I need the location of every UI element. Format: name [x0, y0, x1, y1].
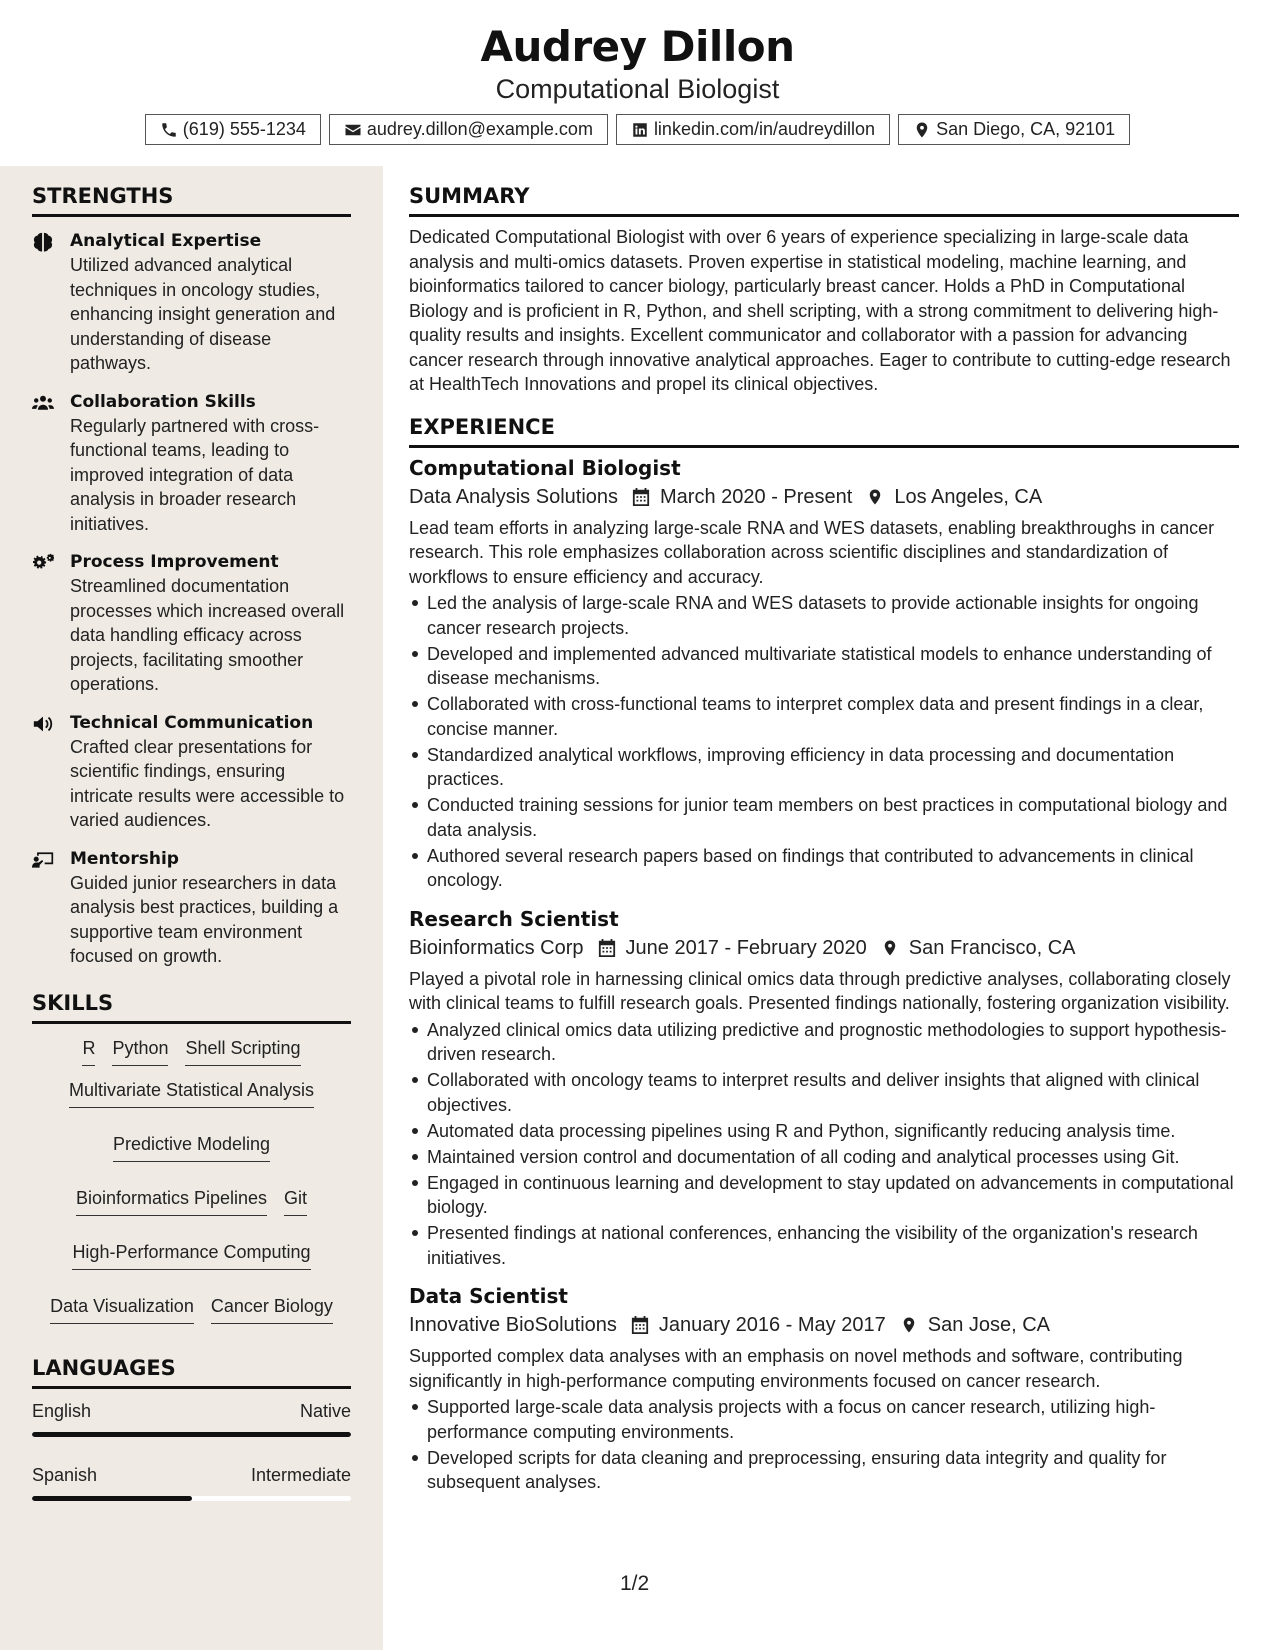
languages-heading: LANGUAGES	[32, 1356, 351, 1389]
skill-tag: Bioinformatics Pipelines	[76, 1186, 267, 1216]
job-company: Data Analysis Solutions	[409, 485, 619, 508]
job-bullets	[409, 1395, 1239, 1495]
email-text: audrey.dillon@example.com	[366, 119, 593, 139]
strength-item	[32, 229, 351, 376]
job-bullet: Developed and implemented advanced multivariate statistical models to enhance understanding of disease mechanisms.	[409, 642, 1239, 691]
language-bar	[32, 1432, 351, 1437]
job-description: Lead team efforts in analyzing large-scale RNA and WES datasets, enabling breakthroughs in cancer research. This role emphasizes collaboration across scientific disciplines and standardization of workflows to ensure efficiency and accuracy.	[409, 517, 1215, 587]
page-number: 1/2	[620, 1572, 650, 1595]
job-entry	[409, 454, 1239, 893]
job-bullet: Authored several research papers based on findings that contributed to advancements in clinical oncology.	[409, 844, 1239, 893]
job-dates: March 2020 - Present	[660, 485, 853, 508]
skill-tag: Shell Scripting	[185, 1036, 300, 1066]
strength-desc: Guided junior researchers in data analysis best practices, building a supportive team environment focused on growth.	[70, 872, 339, 966]
job-title: Data Scientist	[409, 1284, 568, 1308]
language-bar	[32, 1496, 351, 1501]
strength-title: Analytical Expertise	[70, 231, 262, 251]
job-bullet: Presented findings at national conferences, enhancing the visibility of the organization's research initiatives.	[409, 1221, 1239, 1270]
job-bullet: Automated data processing pipelines using R and Python, significantly reducing analysis time.	[409, 1119, 1239, 1144]
skill-tag: Data Visualization	[50, 1294, 194, 1324]
job-entry	[409, 905, 1239, 1271]
strength-item	[32, 711, 351, 833]
job-bullet: Analyzed clinical omics data utilizing predictive and prognostic methodologies to support hypothesis-driven research.	[409, 1018, 1239, 1067]
sidebar	[0, 166, 383, 1650]
teacher-icon	[32, 850, 54, 870]
language-level: Intermediate	[250, 1464, 351, 1485]
strength-item	[32, 390, 351, 537]
linkedin-icon	[631, 121, 649, 139]
job-title: Research Scientist	[409, 906, 619, 931]
strength-desc: Crafted clear presentations for scientific findings, ensuring intricate results were accessible to varied audiences.	[70, 736, 345, 830]
strength-desc: Regularly partnered with cross-functional teams, leading to improved integration of data analysis in broader research initiatives.	[70, 415, 320, 534]
strength-item	[32, 847, 351, 969]
contact-phone[interactable]	[145, 114, 321, 145]
job-company: Bioinformatics Corp	[409, 936, 584, 959]
strength-title: Mentorship	[70, 848, 179, 869]
job-entry	[409, 1282, 1239, 1495]
job-bullet: Engaged in continuous learning and development to stay updated on advancements in computational biology.	[409, 1171, 1239, 1220]
map-pin-icon	[881, 938, 899, 958]
job-bullet: Led the analysis of large-scale RNA and WES datasets to provide actionable insights for ongoing cancer research projects.	[409, 591, 1239, 640]
job-bullets	[409, 1018, 1239, 1271]
megaphone-icon	[32, 714, 54, 734]
job-company: Innovative BioSolutions	[409, 1314, 617, 1336]
experience-heading: EXPERIENCE	[409, 415, 1239, 448]
skill-tag: Predictive Modeling	[113, 1132, 270, 1162]
job-description: Played a pivotal role in harnessing clinical omics data through predictive analyses, collaborating closely with clinical teams to fulfill research goals. Presented findings nationally, fostering organization visibility.	[409, 968, 1231, 1013]
skill-tag: Cancer Biology	[211, 1294, 333, 1324]
map-pin-icon	[866, 487, 884, 507]
job-bullet: Standardized analytical workflows, improving efficiency in data processing and documentation practices.	[409, 743, 1239, 792]
skill-tag: High-Performance Computing	[72, 1240, 310, 1270]
language-item	[32, 1465, 351, 1501]
language-item	[32, 1401, 351, 1437]
skill-tag: Python	[112, 1036, 168, 1066]
phone-icon	[160, 121, 178, 139]
language-bar-fill	[32, 1432, 351, 1437]
candidate-role: Computational Biologist	[495, 74, 780, 104]
skills-heading: SKILLS	[32, 991, 351, 1024]
contact-email[interactable]	[329, 114, 608, 145]
job-dates: June 2017 - February 2020	[625, 936, 867, 959]
gears-icon	[32, 553, 54, 573]
strength-title: Collaboration Skills	[70, 391, 256, 412]
candidate-name: Audrey Dillon	[480, 22, 795, 71]
strength-title: Process Improvement	[70, 552, 279, 572]
job-dates: January 2016 - May 2017	[658, 1314, 886, 1336]
language-name: English	[32, 1400, 92, 1421]
job-bullets	[409, 591, 1239, 893]
strengths-heading: STRENGTHS	[32, 184, 351, 217]
job-location: Los Angeles, CA	[894, 485, 1043, 508]
job-location: San Jose, CA	[927, 1314, 1051, 1336]
calendar-icon	[631, 1315, 649, 1335]
job-bullet: Developed scripts for data cleaning and preprocessing, ensuring data integrity and quality for subsequent analyses.	[409, 1446, 1239, 1495]
brain-icon	[32, 232, 54, 252]
map-pin-icon	[900, 1315, 918, 1335]
skill-tag: Multivariate Statistical Analysis	[69, 1078, 314, 1108]
skills-list	[32, 1036, 351, 1324]
phone-text: (619) 555-1234	[182, 119, 306, 139]
strength-title: Technical Communication	[70, 712, 314, 733]
job-title: Computational Biologist	[409, 455, 681, 480]
language-bar-fill	[32, 1496, 192, 1501]
strength-desc: Utilized advanced analytical techniques in oncology studies, enhancing insight generation and understanding of disease pathways.	[70, 255, 336, 373]
job-location: San Francisco, CA	[908, 936, 1076, 959]
job-description: Supported complex data analyses with an emphasis on novel methods and software, contributing significantly in high-performance computing environments focused on cancer research.	[409, 1346, 1183, 1391]
job-bullet: Collaborated with oncology teams to interpret results and deliver insights that aligned with clinical objectives.	[409, 1068, 1239, 1117]
envelope-icon	[344, 121, 362, 139]
calendar-icon	[598, 938, 616, 958]
summary-text: Dedicated Computational Biologist with over 6 years of experience specializing in large-scale data analysis and multi-omics datasets. Proven expertise in statistical modeling, machine learning, and bioinformatics tailored to cancer biology, particularly breast cancer. Holds a PhD in Computational Biology and is proficient in R, Python, and shell scripting, with a strong commitment to delivering high-quality results and insights. Excellent communicator and collaborator with a passion for advancing cancer research through innovative analytical approaches. Eager to contribute to cutting-edge research at HealthTech Innovations and propel its clinical objectives.	[409, 227, 1231, 394]
summary-heading: SUMMARY	[409, 184, 1239, 217]
job-bullet: Maintained version control and documentation of all coding and analytical processes using Git.	[409, 1145, 1239, 1170]
linkedin-text: linkedin.com/in/audreydillon	[653, 119, 876, 139]
language-name: Spanish	[32, 1464, 98, 1485]
resume-header	[0, 0, 1275, 166]
contact-linkedin[interactable]	[616, 114, 890, 145]
strength-desc: Streamlined documentation processes which increased overall data handling efficacy across projects, facilitating smoother operations.	[70, 576, 345, 694]
main-column	[409, 166, 1239, 1507]
location-text: San Diego, CA, 92101	[936, 119, 1116, 139]
calendar-icon	[632, 487, 650, 507]
job-bullet: Collaborated with cross-functional teams to interpret complex data and present findings in a clear, concise manner.	[409, 692, 1239, 741]
strength-item	[32, 550, 351, 697]
skill-tag: Git	[284, 1186, 307, 1216]
map-pin-icon	[913, 121, 931, 139]
language-level: Native	[299, 1400, 351, 1421]
users-icon	[32, 393, 54, 413]
job-bullet: Conducted training sessions for junior team members on best practices in computational biology and data analysis.	[409, 793, 1239, 842]
contact-location[interactable]	[898, 114, 1130, 145]
contact-bar	[0, 114, 1275, 145]
job-bullet: Supported large-scale data analysis projects with a focus on cancer research, utilizing high-performance computing environments.	[409, 1395, 1239, 1444]
skill-tag: R	[82, 1036, 95, 1066]
